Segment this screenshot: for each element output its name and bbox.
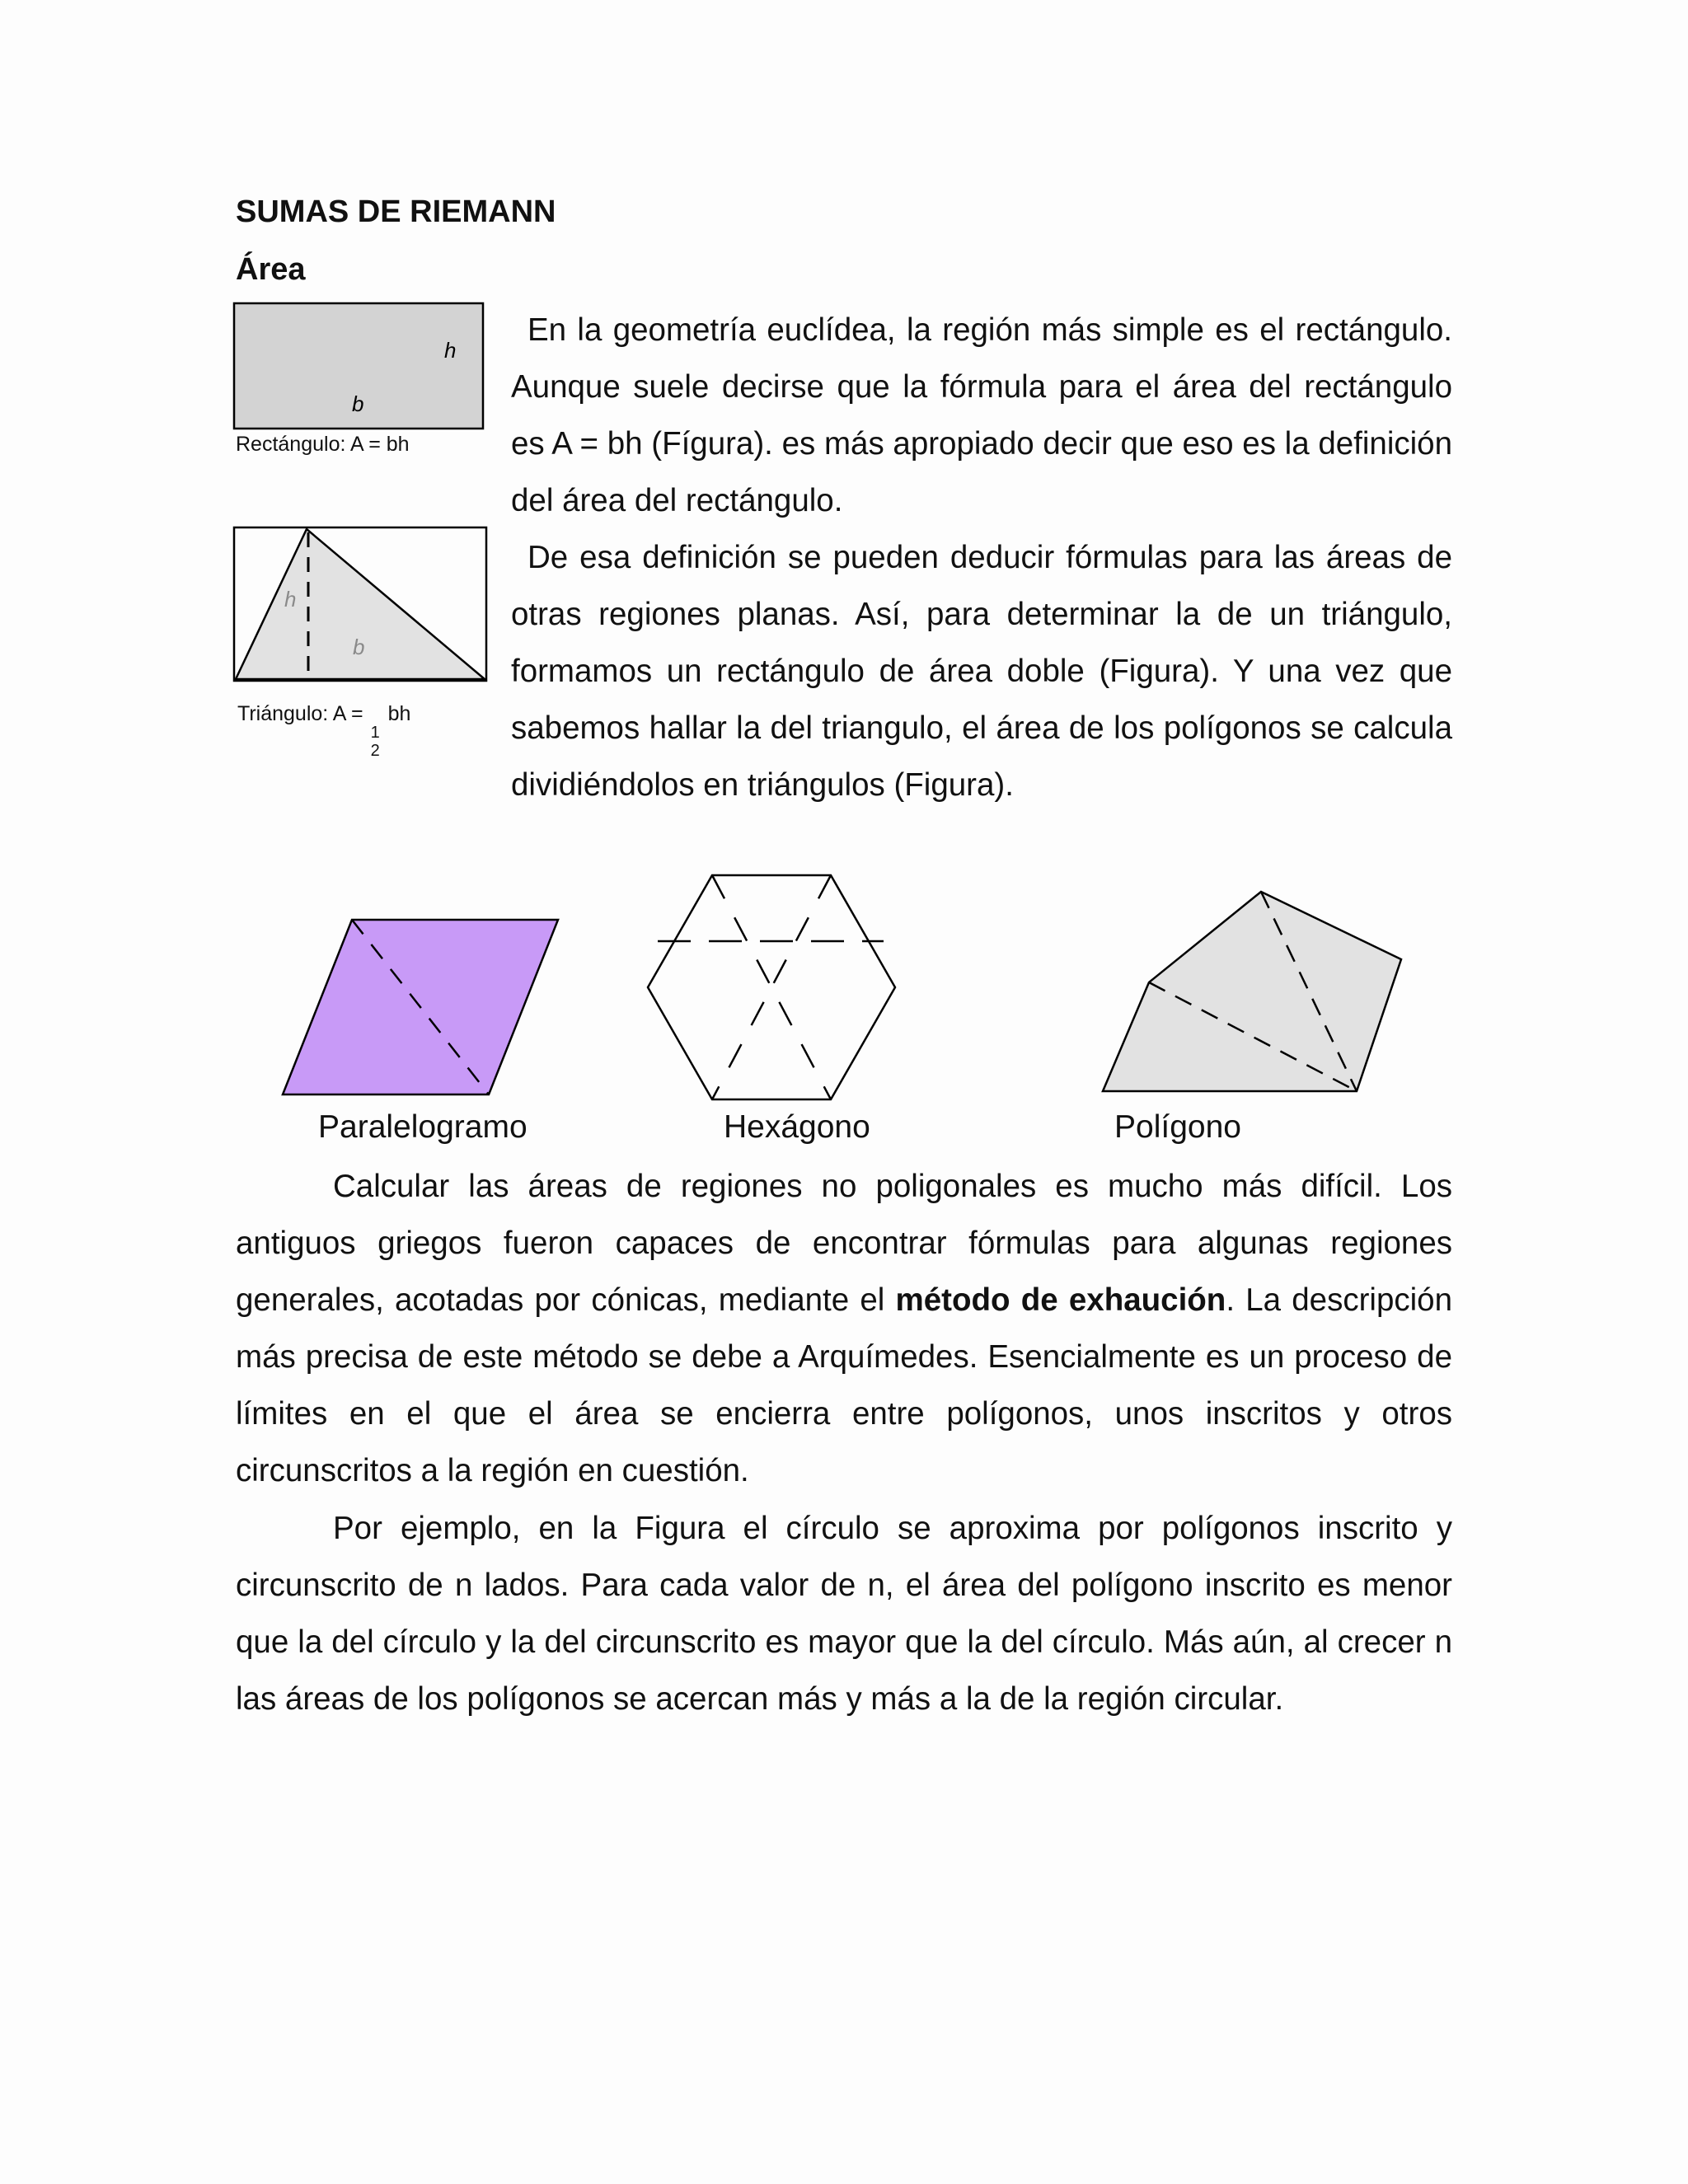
triangle-figure xyxy=(232,526,490,684)
paragraph-triangle xyxy=(511,529,1452,813)
section-heading: Área xyxy=(236,252,306,287)
triangle-caption-suffix: bh xyxy=(387,702,411,725)
hexagon-shape xyxy=(648,875,895,1099)
exhaustion-method-term: método de exhaución xyxy=(895,1282,1226,1318)
triangle-caption-prefix: Triángulo: A = xyxy=(237,702,363,725)
paragraph-circle-example-text: Por ejemplo, en la Figura el círculo se aproxima por polígonos inscrito y circunscrito de n lados. Para cada valor de n, el área del polígono inscrito es menor que la del círculo y la del circunscrito es mayor que la del círculo. Más aún, al crecer n las áreas de los polígonos se acercan más y más a la de la región circular. xyxy=(236,1511,1452,1717)
paragraph-triangle-text: De esa definición se pueden deducir fórmulas para las áreas de otras regiones planas. Así, para determinar la de un triángulo, formamos un rectángulo de área doble (Figura). Y una vez que sabemos hallar la del triangulo, el área de los polígonos se calcula dividiéndolos en triángulos (Figura). xyxy=(511,540,1452,803)
paragraph-exhaustion-start: Calcular las áreas de regiones no poligonales es mucho más difícil. Los antiguos griegos fueron capaces de encontrar fórmulas para algunas regiones generales, acotadas por cónicas, mediante el xyxy=(236,1169,1452,1318)
polygon-figure xyxy=(1096,887,1409,1104)
fraction-denominator: 2 xyxy=(370,742,380,760)
paragraph-circle-example xyxy=(236,1500,1452,1727)
fraction-numerator: 1 xyxy=(370,724,380,742)
paragraph-rectangle-text: En la geometría euclídea, la región más simple es el rectángulo. Aunque suele decirse que la fórmula para el área del rectángulo es A = bh (Fígura). es más apropiado decir que eso es la definición del área del rectángulo. xyxy=(511,312,1452,518)
rect-caption: Rectángulo: A = bh xyxy=(236,433,410,456)
tri-b-label: b xyxy=(353,635,365,659)
rectangle-figure xyxy=(232,302,486,434)
triangle-caption xyxy=(237,702,411,760)
paragraph-rectangle xyxy=(511,302,1452,529)
parallelogram-figure xyxy=(272,907,569,1104)
page-title: SUMAS DE RIEMANN xyxy=(236,194,556,229)
rect-b-label: b xyxy=(352,391,364,416)
polygon-shape xyxy=(1103,892,1401,1091)
paragraph-exhaustion-end: . La descripción más precisa de este método se debe a Arquímedes. Esencialmente es un proceso de límites en el que el área se encierra entre polígonos, unos inscritos y otros circunscritos a la región en cuestión. xyxy=(236,1282,1452,1488)
paragraph-exhaustion xyxy=(236,1158,1452,1499)
tri-h-label: h xyxy=(284,587,297,612)
hexagon-label: Hexágono xyxy=(724,1109,870,1145)
rect-h-label: h xyxy=(444,338,457,363)
polygon-label: Polígono xyxy=(1114,1109,1241,1145)
hexagon-figure xyxy=(643,865,907,1113)
parallelogram-label: Paralelogramo xyxy=(318,1109,528,1145)
